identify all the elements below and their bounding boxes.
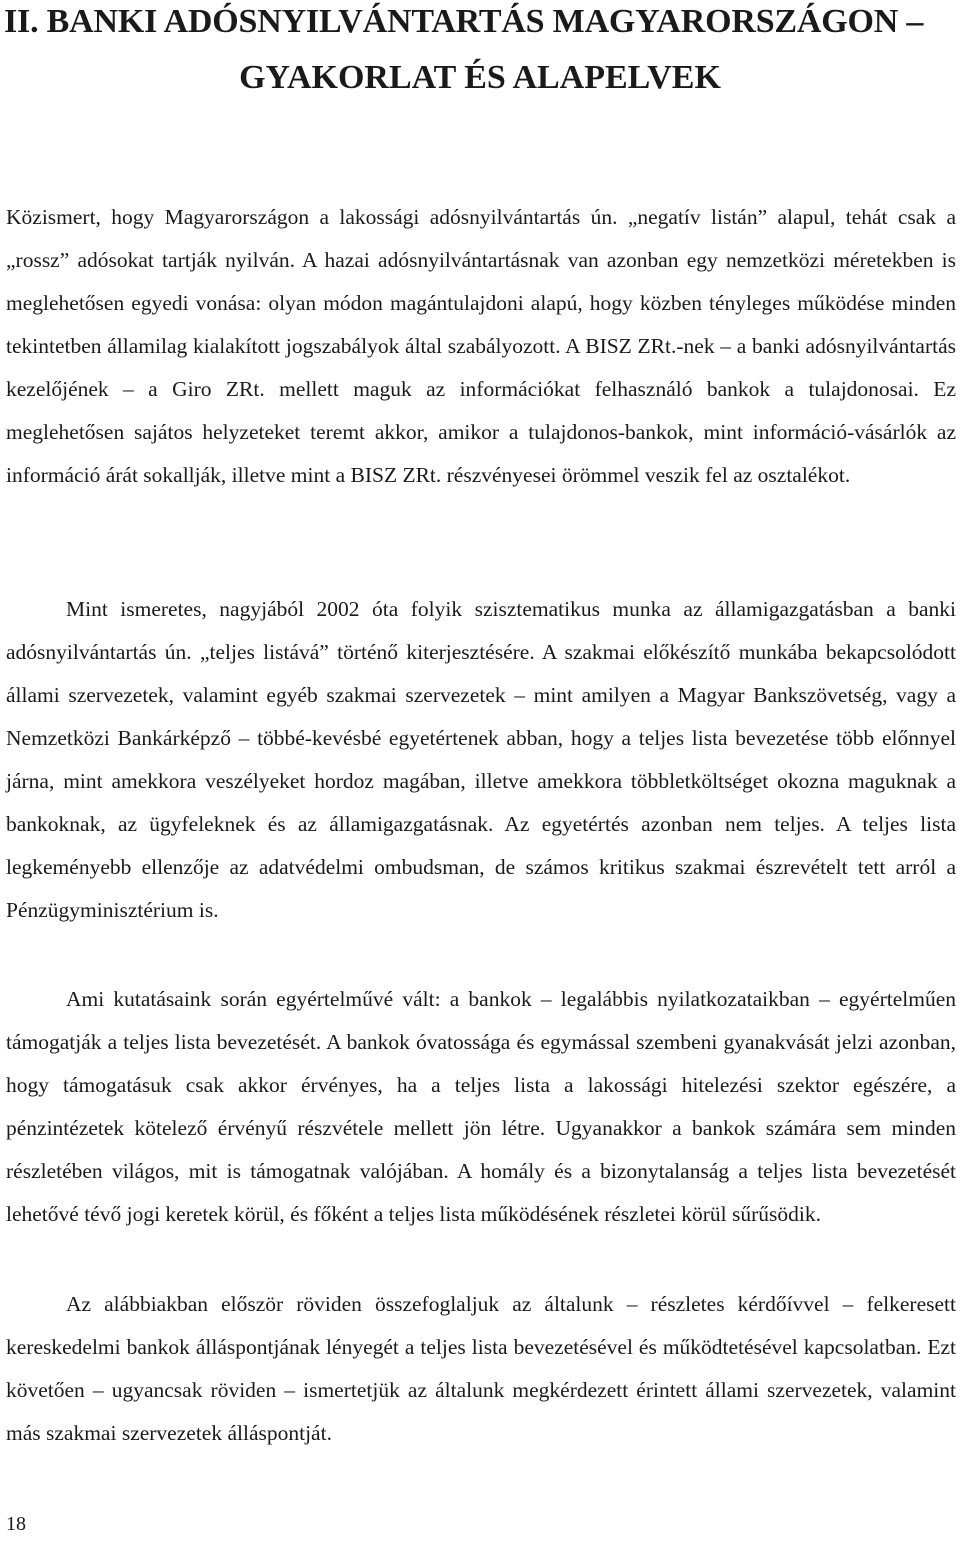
chapter-title-line-1: II. BANKI ADÓSNYILVÁNTARTÁS MAGYARORSZÁGON –: [4, 3, 924, 40]
paragraph-2: Mint ismeretes, nagyjából 2002 óta folyik szisztematikus munka az államigazgatásban a banki adósnyilvántartás ún. „teljes listává” történő kiterjesztésére. A szakmai előkészítő munkába bekapcsolódott állami szervezetek, valamint egyéb szakmai szervezetek – mint amilyen a Magyar Bankszövetség, vagy a Nemzetközi Bankárképző – többé-kevésbé egyetértenek abban, hogy a teljes lista bevezetése több előnnyel járna, mint amekkora veszélyeket hordoz magában, illetve amekkora többletköltséget okozna maguknak a bankoknak, az ügyfeleknek és az államigazgatásnak. Az egyetértés azonban nem teljes. A teljes lista legkeményebb ellenzője az adatvédelmi ombudsman, de számos kritikus szakmai észrevételt tett arról a Pénzügyminisztérium is.: [6, 597, 956, 922]
chapter-title-line-2: GYAKORLAT ÉS ALAPELVEK: [239, 59, 721, 96]
paragraph-3: Ami kutatásaink során egyértelművé vált: a bankok – legalábbis nyilatkozataikban – egyértelműen támogatják a teljes lista bevezetését. A bankok óvatossága és egymással szembeni gyanakvását jelzi azonban, hogy támogatásuk csak akkor érvényes, ha a teljes lista a lakossági hitelezési szektor egészére, a pénzintézetek kötelező érvényű részvétele mellett jön létre. Ugyanakkor a bankok számára sem minden részletében világos, mit is támogatnak valójában. A homály és a bizonytalanság a teljes lista bevezetését lehetővé tévő jogi keretek körül, és főként a teljes lista működésének részletei körül sűrűsödik.: [6, 987, 956, 1226]
paragraph-1: Közismert, hogy Magyarországon a lakossági adósnyilvántartás ún. „negatív listán” alapul, tehát csak a „rossz” adósokat tartják nyilván. A hazai adósnyilvántartásnak van azonban egy nemzetközi méretekben is meglehetősen egyedi vonása: olyan módon magántulajdoni alapú, hogy közben tényleges működése minden tekintetben államilag kialakított jogszabályok által szabályozott. A BISZ ZRt.-nek – a banki adósnyilvántartás kezelőjének – a Giro ZRt. mellett maguk az információkat felhasználó bankok a tulajdonosai. Ez meglehetősen sajátos helyzeteket teremt akkor, amikor a tulajdonos-bankok, mint információ-vásárlók az információ árát sokallják, illetve mint a BISZ ZRt. részvényesei örömmel veszik fel az osztalékot.: [6, 205, 956, 487]
paragraph-4: Az alábbiakban először röviden összefoglaljuk az általunk – részletes kérdőívvel – felkeresett kereskedelmi bankok álláspontjának lényegét a teljes lista bevezetésével és működtetésével kapcsolatban. Ezt követően – ugyancsak röviden – ismertetjük az általunk megkérdezett érintett állami szervezetek, valamint más szakmai szervezetek álláspontját.: [6, 1292, 956, 1445]
page-number: 18: [6, 1513, 26, 1535]
